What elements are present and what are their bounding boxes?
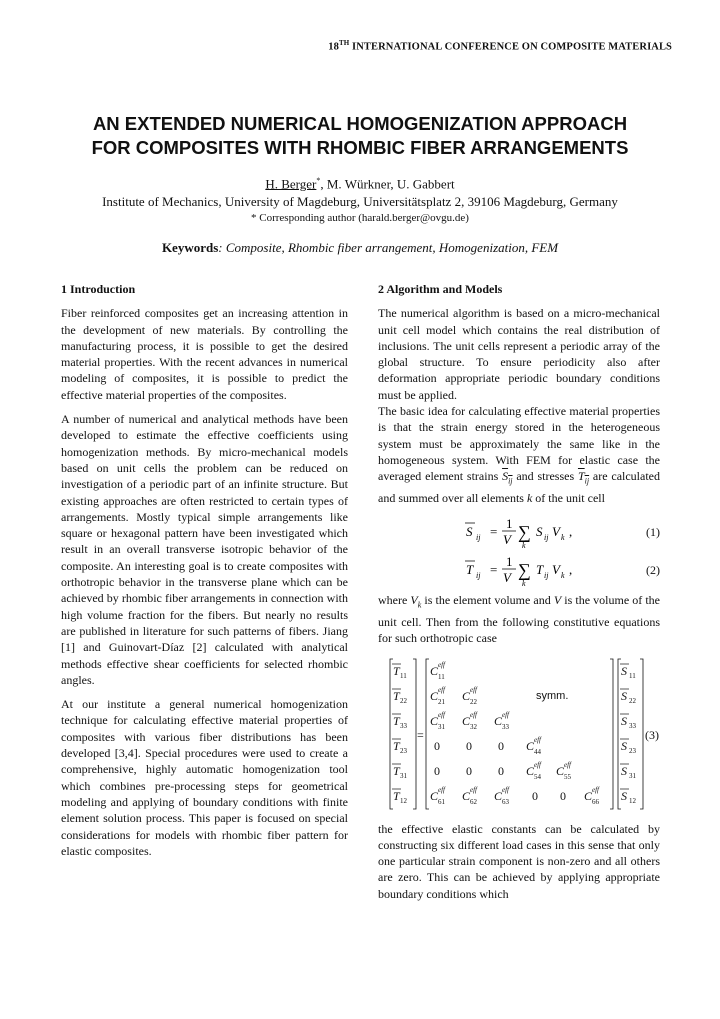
svg-text:eff: eff: [470, 710, 477, 719]
svg-text:ij: ij: [544, 533, 549, 543]
svg-text:T: T: [393, 713, 400, 728]
svg-text:C: C: [462, 788, 471, 803]
symm-label: symm.: [536, 689, 569, 702]
algo-p2-text-c: are calculated and summed over all elements: [378, 469, 660, 505]
keywords-text: Composite, Rhombic fiber arrangement, Homogenization, FEM: [225, 240, 559, 255]
svg-text:S: S: [621, 763, 627, 778]
svg-text:31: 31: [438, 722, 445, 731]
svg-text:eff: eff: [470, 785, 477, 794]
svg-text:T: T: [393, 763, 400, 778]
svg-text:23: 23: [629, 746, 636, 755]
svg-text:T: T: [393, 663, 400, 678]
svg-text:T: T: [393, 688, 400, 703]
svg-text:C: C: [462, 713, 471, 728]
svg-text:eff: eff: [534, 760, 541, 769]
svg-text:1: 1: [506, 516, 513, 532]
paper-title: [40, 112, 680, 160]
svg-text:∑: ∑: [518, 560, 531, 581]
svg-text:22: 22: [400, 696, 407, 705]
svg-text:22: 22: [629, 696, 636, 705]
keywords-label: Keywords: [161, 240, 219, 255]
svg-text:ij: ij: [476, 533, 481, 543]
svg-text:33: 33: [502, 722, 509, 731]
conference-name: INTERNATIONAL CONFERENCE ON COMPOSITE MATERIALS: [349, 41, 672, 53]
symbol-k: k: [526, 490, 533, 505]
svg-text:32: 32: [470, 722, 477, 731]
svg-text:0: 0: [498, 738, 504, 753]
svg-text:C: C: [526, 763, 535, 778]
corresponding-author: * Corresponding author (harald.berger@ovgu.de): [251, 212, 469, 224]
svg-text:=: =: [490, 524, 498, 540]
equation-2: [378, 552, 660, 588]
svg-text:eff: eff: [438, 660, 445, 669]
title-line-1: AN EXTENDED NUMERICAL HOMOGENIZATION APPROACH: [92, 113, 628, 134]
svg-text:eff: eff: [534, 735, 541, 744]
svg-text:0: 0: [560, 788, 566, 803]
svg-text:62: 62: [470, 797, 477, 806]
equation-2-number: (2): [646, 563, 660, 578]
right-column: [378, 281, 660, 910]
svg-text:0: 0: [532, 788, 538, 803]
svg-text:0: 0: [434, 738, 440, 753]
svg-text:12: 12: [400, 796, 407, 805]
algo-paragraph-4: the effective elastic constants can be calculated by constructing six different load cases in this sense that only one particular strain component is non-zero and all others are zero. This can be achieved by applying appropriate boundary conditions which: [378, 821, 660, 901]
svg-text:22: 22: [470, 697, 477, 706]
svg-text:C: C: [494, 788, 503, 803]
svg-text:S: S: [621, 663, 627, 678]
equation-3-matrix: [378, 655, 660, 815]
svg-text:ij: ij: [476, 571, 481, 581]
equation-3-number: (3): [645, 727, 659, 742]
svg-text:=: =: [417, 727, 424, 742]
algo-p2-text-b: and stresses: [516, 469, 575, 484]
svg-text:11: 11: [438, 672, 445, 681]
svg-text:63: 63: [502, 797, 509, 806]
svg-text:eff: eff: [564, 760, 571, 769]
svg-text:C: C: [430, 713, 439, 728]
svg-text:31: 31: [629, 771, 636, 780]
svg-text:S: S: [536, 524, 543, 540]
keywords-sep: :: [218, 240, 226, 255]
symbol-V-k: $V_k$: [410, 593, 422, 610]
svg-text:S: S: [621, 738, 627, 753]
conference-number: 18: [328, 41, 339, 53]
svg-text:66: 66: [592, 797, 599, 806]
svg-text:k: k: [561, 533, 565, 543]
svg-text:k: k: [522, 541, 526, 551]
svg-text:C: C: [462, 688, 471, 703]
svg-text:eff: eff: [438, 710, 445, 719]
algo-p3-text-b: is the element volume and: [424, 593, 551, 608]
svg-text:eff: eff: [592, 785, 599, 794]
algo-paragraph-2: [378, 403, 660, 506]
svg-text:C: C: [430, 663, 439, 678]
svg-text:=: =: [490, 562, 498, 578]
svg-text:61: 61: [438, 797, 445, 806]
intro-paragraph-1: Fiber reinforced composites get an increasing attention in the development of new materials. By controlling the manufacturing process, it is possible to get the desired material properties. With the recent advances in numerical modeling of composites, it is possible to predict the effective material properties of the composites.: [61, 306, 348, 402]
svg-text:31: 31: [400, 771, 407, 780]
svg-text:T: T: [393, 738, 400, 753]
svg-text:55: 55: [564, 772, 571, 781]
svg-text:ij: ij: [544, 571, 549, 581]
svg-text:C: C: [526, 738, 535, 753]
svg-text:S: S: [621, 788, 627, 803]
svg-text:1: 1: [506, 554, 513, 570]
svg-text:eff: eff: [502, 785, 509, 794]
left-column: [61, 281, 348, 867]
equation-1-formula: [462, 514, 662, 550]
svg-text:T: T: [536, 562, 544, 578]
svg-text:0: 0: [498, 763, 504, 778]
algo-p2-text-d: of the unit cell: [535, 490, 605, 505]
algo-paragraph-3: [378, 592, 660, 646]
svg-text:k: k: [561, 571, 565, 581]
svg-text:eff: eff: [502, 710, 509, 719]
institute: Institute of Mechanics, University of Magdeburg, Universitätsplatz 2, 39106 Magdeburg, Germany: [102, 194, 618, 209]
svg-text:T: T: [466, 562, 474, 578]
svg-text:,: ,: [569, 562, 573, 578]
svg-text:21: 21: [438, 697, 445, 706]
conference-superscript: TH: [339, 39, 350, 47]
svg-text:0: 0: [466, 738, 472, 753]
corresponding-star: *: [316, 176, 321, 185]
svg-text:C: C: [430, 688, 439, 703]
author-list: [0, 176, 720, 192]
svg-text:54: 54: [534, 772, 541, 781]
algo-p2-text-a: The basic idea for calculating effective material properties is that the strain energy stored in the heterogeneous system must be approximately the same like in the homogeneous system. With FEM for elastic case the averaged element strains: [378, 404, 660, 484]
equation-2-formula: [462, 552, 662, 588]
equation-1: [378, 514, 660, 550]
first-author: H. Berger: [265, 176, 317, 192]
symbol-S-ij: $S_{ij}$: [502, 469, 513, 486]
svg-text:∑: ∑: [518, 522, 531, 543]
svg-text:C: C: [430, 788, 439, 803]
symbol-V: V: [553, 593, 562, 608]
intro-paragraph-2: A number of numerical and analytical methods have been developed to estimate the effective coefficients using homogenization methods. By micro-mechanical models based on unit cells the problem can be reduced on investigation of a periodic part of an infinite structure. But existing approaches are often restricted to certain types of arrangements. Mostly typical simple arrangements like square or hexagonal pattern have been investigated which result in an overall transverse isotropic behavior of the composite. An interesting goal is to create composites with orthotropic behavior in the transverse plane which can be achieved by rhombic fiber arrangements in connection with high volume fraction for the fibers. But nearly no results are published in literature for such patterns of fibers. Jiang [1] and Guinovart-Díaz [2] calculated with analytical methods effective shear coefficients for selected rhombic angles.: [61, 412, 348, 687]
svg-text:S: S: [466, 524, 473, 540]
svg-text:C: C: [584, 788, 593, 803]
svg-text:T: T: [393, 788, 400, 803]
keywords-line: [0, 240, 720, 256]
algo-paragraph-1: The numerical algorithm is based on a micro-mechanical unit cell model which contains the real distribution of inclusions. The unit cells represent a periodic array of the global structure. To ensure periodicity also after deformation appropriate periodic boundary conditions must be applied.: [378, 306, 660, 402]
svg-text:0: 0: [466, 763, 472, 778]
algo-p3-text-a: where: [378, 593, 408, 608]
svg-text:eff: eff: [438, 685, 445, 694]
svg-text:k: k: [522, 579, 526, 589]
svg-text:44: 44: [534, 747, 541, 756]
svg-text:12: 12: [629, 796, 636, 805]
svg-text:eff: eff: [438, 785, 445, 794]
constitutive-matrix-equation: [378, 655, 660, 815]
svg-text:V: V: [552, 562, 560, 578]
svg-text:33: 33: [629, 721, 636, 730]
svg-text:11: 11: [400, 671, 407, 680]
svg-text:11: 11: [629, 671, 636, 680]
svg-text:23: 23: [400, 746, 407, 755]
title-line-2: FOR COMPOSITES WITH RHOMBIC FIBER ARRANGEMENTS: [91, 137, 629, 158]
svg-text:C: C: [494, 713, 503, 728]
svg-text:C: C: [556, 763, 565, 778]
svg-text:S: S: [621, 688, 627, 703]
section-heading-algorithm: 2 Algorithm and Models: [378, 282, 503, 296]
svg-text:0: 0: [434, 763, 440, 778]
svg-text:V: V: [503, 570, 511, 586]
equation-1-number: (1): [646, 525, 660, 540]
svg-text:,: ,: [569, 524, 573, 540]
svg-text:V: V: [552, 524, 560, 540]
svg-text:eff: eff: [470, 685, 477, 694]
svg-text:S: S: [621, 713, 627, 728]
intro-paragraph-3: At our institute a general numerical homogenization technique for calculating effective material properties of composites with various fiber distributions has been developed [3,4]. Special procedures were used to create a comprehensive, highly automatic homogenization tool which combines pre-processing steps for geometrical modeling and applying of boundary conditions with finite element solution process. This paper is focused on special considerations for models with rhombic fiber pattern for elastic composites.: [61, 697, 348, 858]
algo-p3-text-c: is the volume of the unit cell. Then from the following constitutive equations for such orthotropic case: [378, 593, 660, 646]
svg-text:33: 33: [400, 721, 407, 730]
section-heading-introduction: 1 Introduction: [61, 282, 136, 296]
other-authors: , M. Würkner, U. Gabbert: [320, 176, 455, 192]
svg-text:V: V: [503, 532, 511, 548]
symbol-T-ij: $T_{ij}$: [577, 469, 590, 486]
